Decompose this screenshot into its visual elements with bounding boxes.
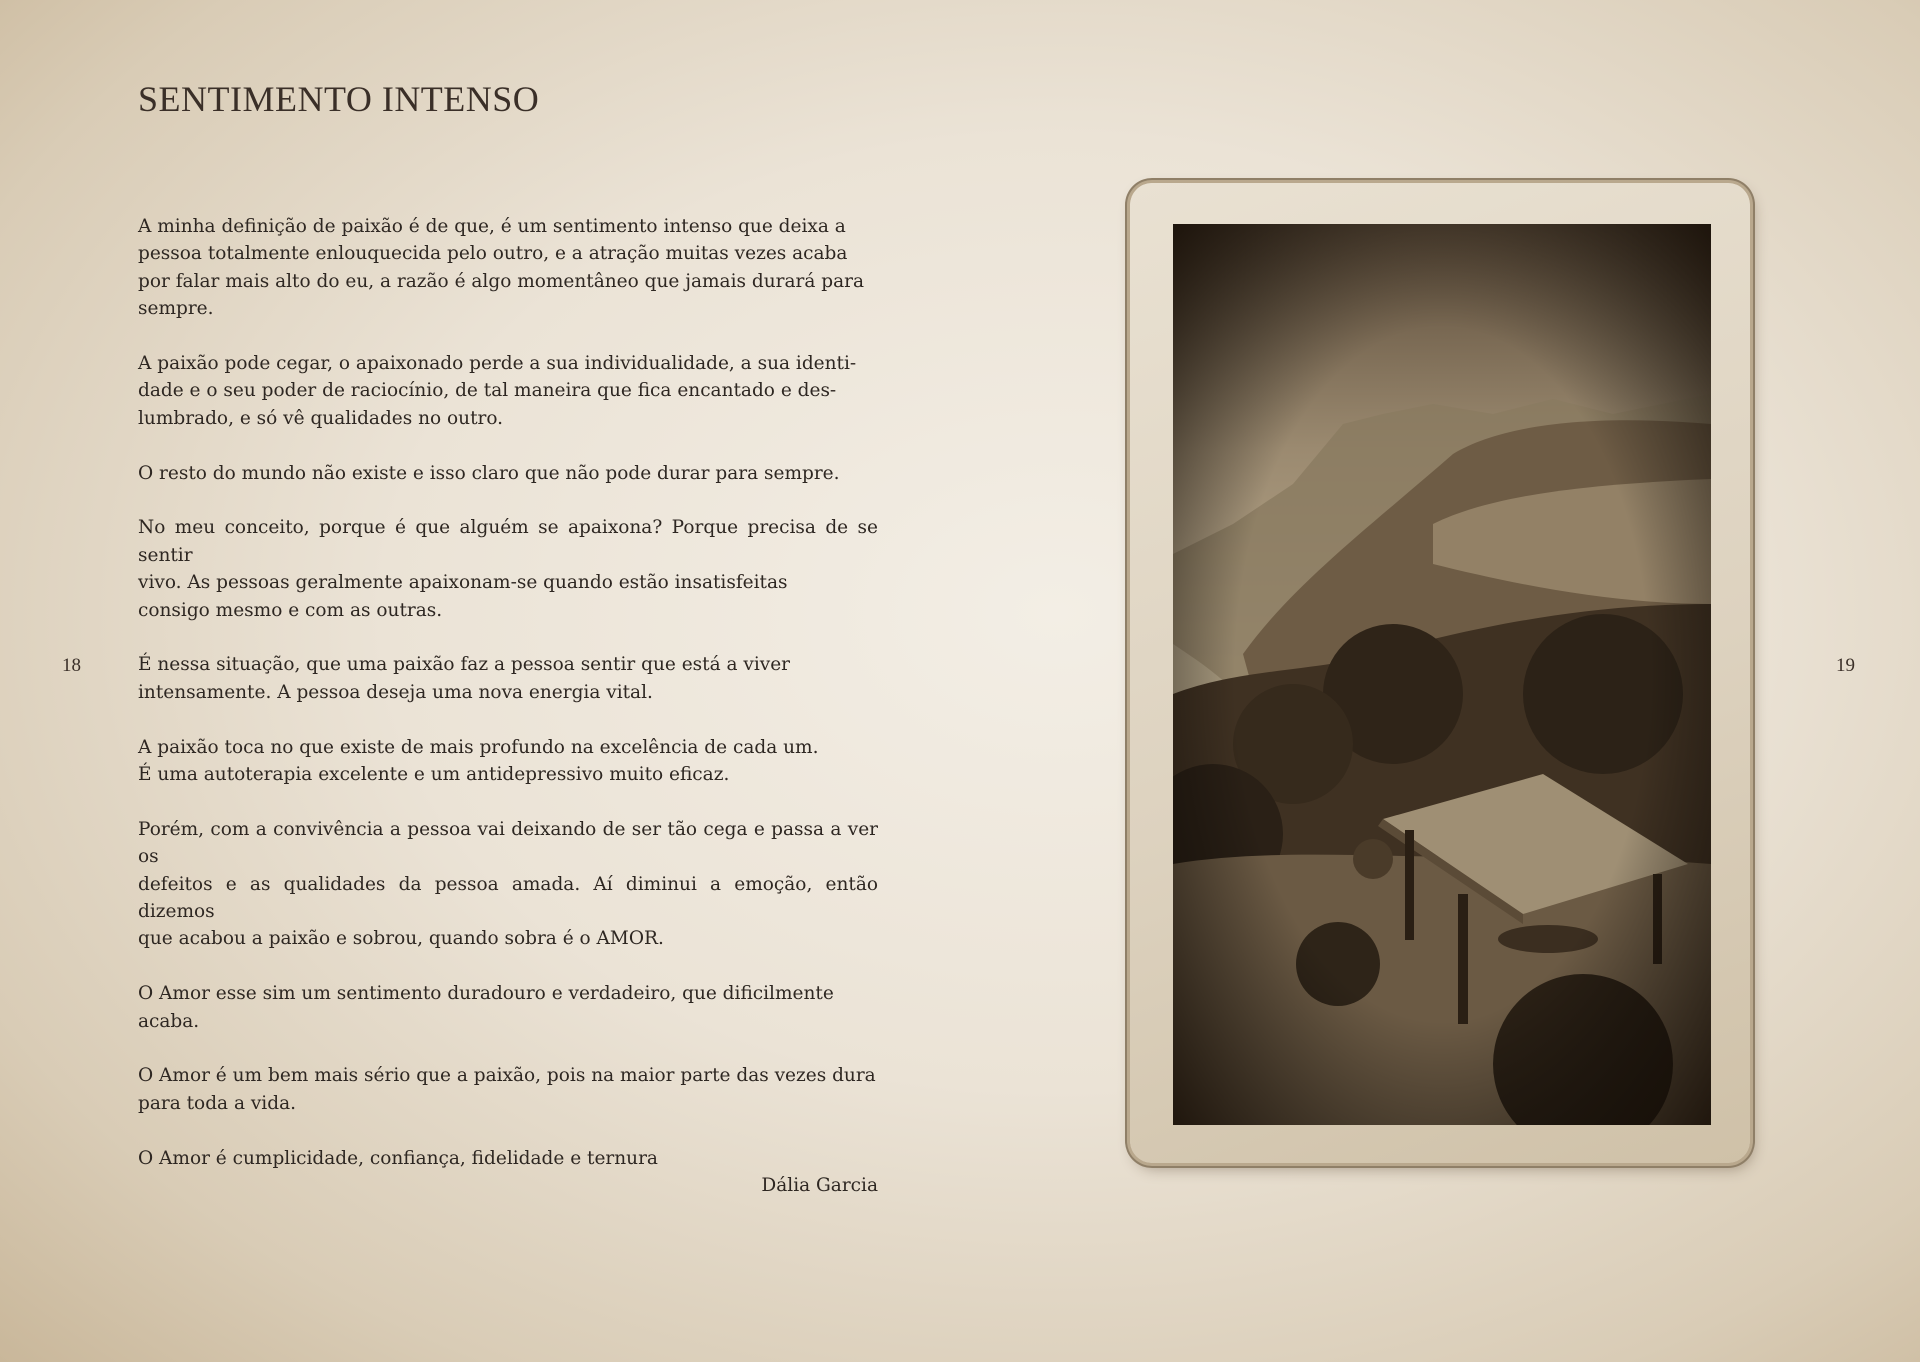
vintage-photo-frame bbox=[1130, 183, 1750, 1163]
text-line: consigo mesmo e com as outras. bbox=[138, 599, 443, 621]
paragraph bbox=[138, 651, 878, 706]
text-line: No meu conceito, porque é que alguém se apaixona? Porque precisa de se sentir bbox=[138, 517, 878, 566]
paragraph bbox=[138, 734, 878, 789]
text-line: pessoa totalmente enlouquecida pelo outro, e a atração muitas vezes acaba bbox=[138, 243, 848, 265]
text-line: O resto do mundo não existe e isso claro que não pode durar para sempre. bbox=[138, 462, 840, 484]
text-line: para toda a vida. bbox=[138, 1092, 296, 1114]
text-line: sempre. bbox=[138, 298, 214, 320]
vignette bbox=[1173, 224, 1711, 1125]
text-line: É uma autoterapia excelente e um antidepressivo muito eficaz. bbox=[138, 764, 730, 786]
paragraph bbox=[138, 350, 878, 432]
paragraph bbox=[138, 213, 878, 323]
paragraph bbox=[138, 816, 878, 953]
author-signature: Dália Garcia bbox=[761, 1175, 878, 1197]
landscape-illustration bbox=[1173, 224, 1711, 1125]
paragraph bbox=[138, 1062, 878, 1117]
text-line: É nessa situação, que uma paixão faz a pessoa sentir que está a viver bbox=[138, 654, 791, 676]
poem-text bbox=[138, 213, 878, 1199]
page-number-left: 18 bbox=[62, 655, 81, 676]
paragraph bbox=[138, 980, 878, 1035]
text-line: dade e o seu poder de raciocínio, de tal maneira que fica encantado e des- bbox=[138, 380, 837, 402]
text-line: A minha definição de paixão é de que, é um sentimento intenso que deixa a bbox=[138, 216, 846, 237]
page-number-right: 19 bbox=[1836, 655, 1855, 676]
paragraph bbox=[138, 1145, 878, 1172]
text-line: O Amor é um bem mais sério que a paixão, pois na maior parte das vezes dura bbox=[138, 1065, 876, 1087]
sepia-landscape-photo bbox=[1173, 224, 1711, 1125]
page-title: SENTIMENTO INTENSO bbox=[138, 79, 540, 119]
text-line: vivo. As pessoas geralmente apaixonam-se quando estão insatisfeitas bbox=[138, 572, 788, 594]
text-line: por falar mais alto do eu, a razão é algo momentâneo que jamais durará para bbox=[138, 270, 864, 292]
text-line: O Amor esse sim um sentimento duradouro e verdadeiro, que dificilmente acaba. bbox=[138, 983, 834, 1032]
text-line: O Amor é cumplicidade, confiança, fidelidade e ternura bbox=[138, 1147, 658, 1169]
text-line: que acabou a paixão e sobrou, quando sobra é o AMOR. bbox=[138, 928, 664, 950]
text-line: A paixão pode cegar, o apaixonado perde a sua individualidade, a sua identi- bbox=[138, 353, 857, 375]
text-line: defeitos e as qualidades da pessoa amada. Aí diminui a emoção, então dizemos bbox=[138, 873, 878, 923]
paragraph bbox=[138, 514, 878, 624]
text-line: intensamente. A pessoa deseja uma nova energia vital. bbox=[138, 681, 653, 703]
paragraph bbox=[138, 460, 878, 487]
text-line: lumbrado, e só vê qualidades no outro. bbox=[138, 407, 504, 429]
text-line: Porém, com a convivência a pessoa vai deixando de ser tão cega e passa a ver os bbox=[138, 818, 878, 868]
text-line: A paixão toca no que existe de mais profundo na excelência de cada um. bbox=[138, 736, 819, 758]
